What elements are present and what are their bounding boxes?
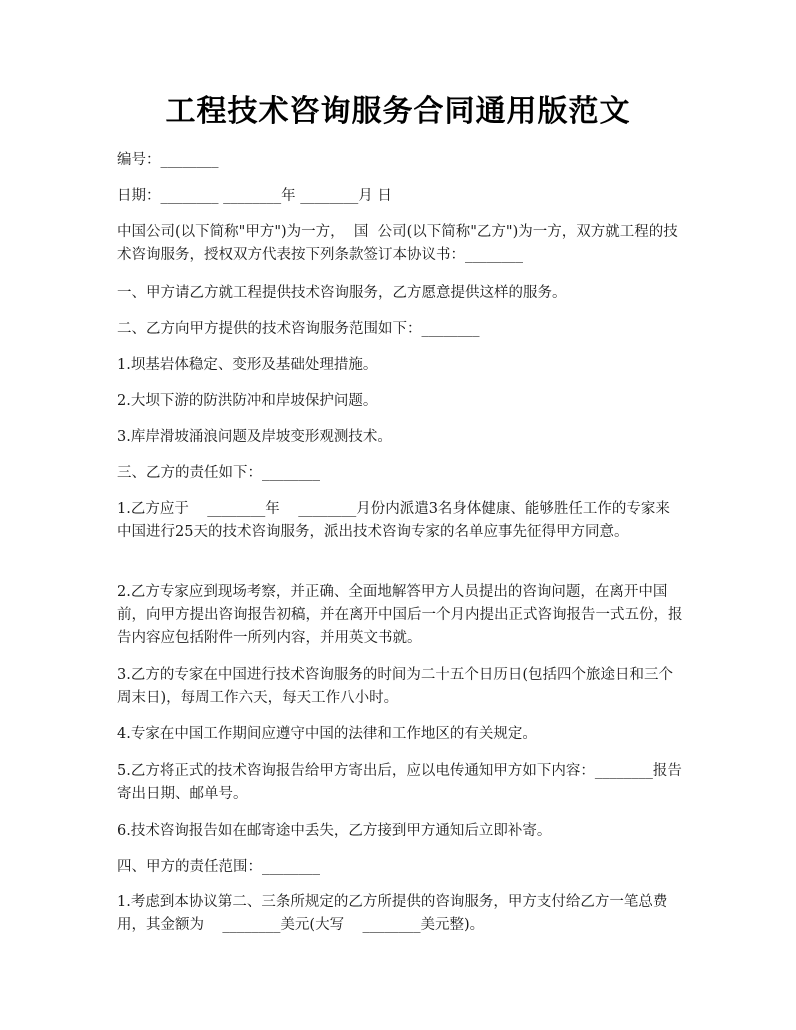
section-3-item-6: 6.技术咨询报告如在邮寄途中丢失，乙方接到甲方通知后立即补寄。 xyxy=(117,823,552,839)
section-3-item-1: 1.乙方应于 ________年 ________月份内派遣3名身体健康、能够胜任工作的专家来中国进行25天的技术咨询服务，派出技术咨询专家的名单应事先征得甲方同意。 xyxy=(117,501,670,540)
section-4-item-1: 1.考虑到本协议第二、三条所规定的乙方所提供的咨询服务，甲方支付给乙方一笔总费用，其金额为 ________美元(大写 ________美元整)。 xyxy=(117,894,668,933)
section-3-item-5: 5.乙方将正式的技术咨询报告给甲方寄出后，应以电传通知甲方如下内容：________报告寄出日期、邮单号。 xyxy=(117,763,682,802)
section-2-item-3: 3.库岸滑坡涌浪问题及岸坡变形观测技术。 xyxy=(117,429,392,445)
section-3-item-2: 2.乙方专家应到现场考察，并正确、全面地解答甲方人员提出的咨询问题，在离开中国前，向甲方提出咨询报告初稿，并在离开中国后一个月内提出正式咨询报告一式五份，报告内容应包括附件一所列内容，并用英文书就。 xyxy=(117,584,683,646)
section-2-heading: 二、乙方向甲方提供的技术咨询服务范围如下：________ xyxy=(117,321,480,337)
section-2-item-1: 1.坝基岩体稳定、变形及基础处理措施。 xyxy=(117,357,378,373)
section-4-heading: 四、甲方的责任范围：________ xyxy=(117,859,320,875)
date-line: 日期：________ ________年 ________月 日 xyxy=(117,188,392,204)
preamble-paragraph: 中国公司(以下简称"甲方")为一方， 国 公司(以下简称"乙方")为一方，双方就工程的技术咨询服务，授权双方代表按下列条款签订本协议书：________ xyxy=(117,224,678,263)
section-1-heading: 一、甲方请乙方就工程提供技术咨询服务，乙方愿意提供这样的服务。 xyxy=(117,285,567,301)
document-title: 工程技术咨询服务合同通用版范文 xyxy=(165,94,631,129)
section-3-item-3: 3.乙方的专家在中国进行技术咨询服务的时间为二十五个日历日(包括四个旅途日和三个周末日)，每周工作六天，每天工作八小时。 xyxy=(117,667,673,706)
section-3-heading: 三、乙方的责任如下：________ xyxy=(117,465,320,481)
section-3-item-4: 4.专家在中国工作期间应遵守中国的法律和工作地区的有关规定。 xyxy=(117,726,537,742)
section-2-item-2: 2.大坝下游的防洪防冲和岸坡保护问题。 xyxy=(117,393,378,409)
contract-number-line: 编号：________ xyxy=(117,152,219,168)
